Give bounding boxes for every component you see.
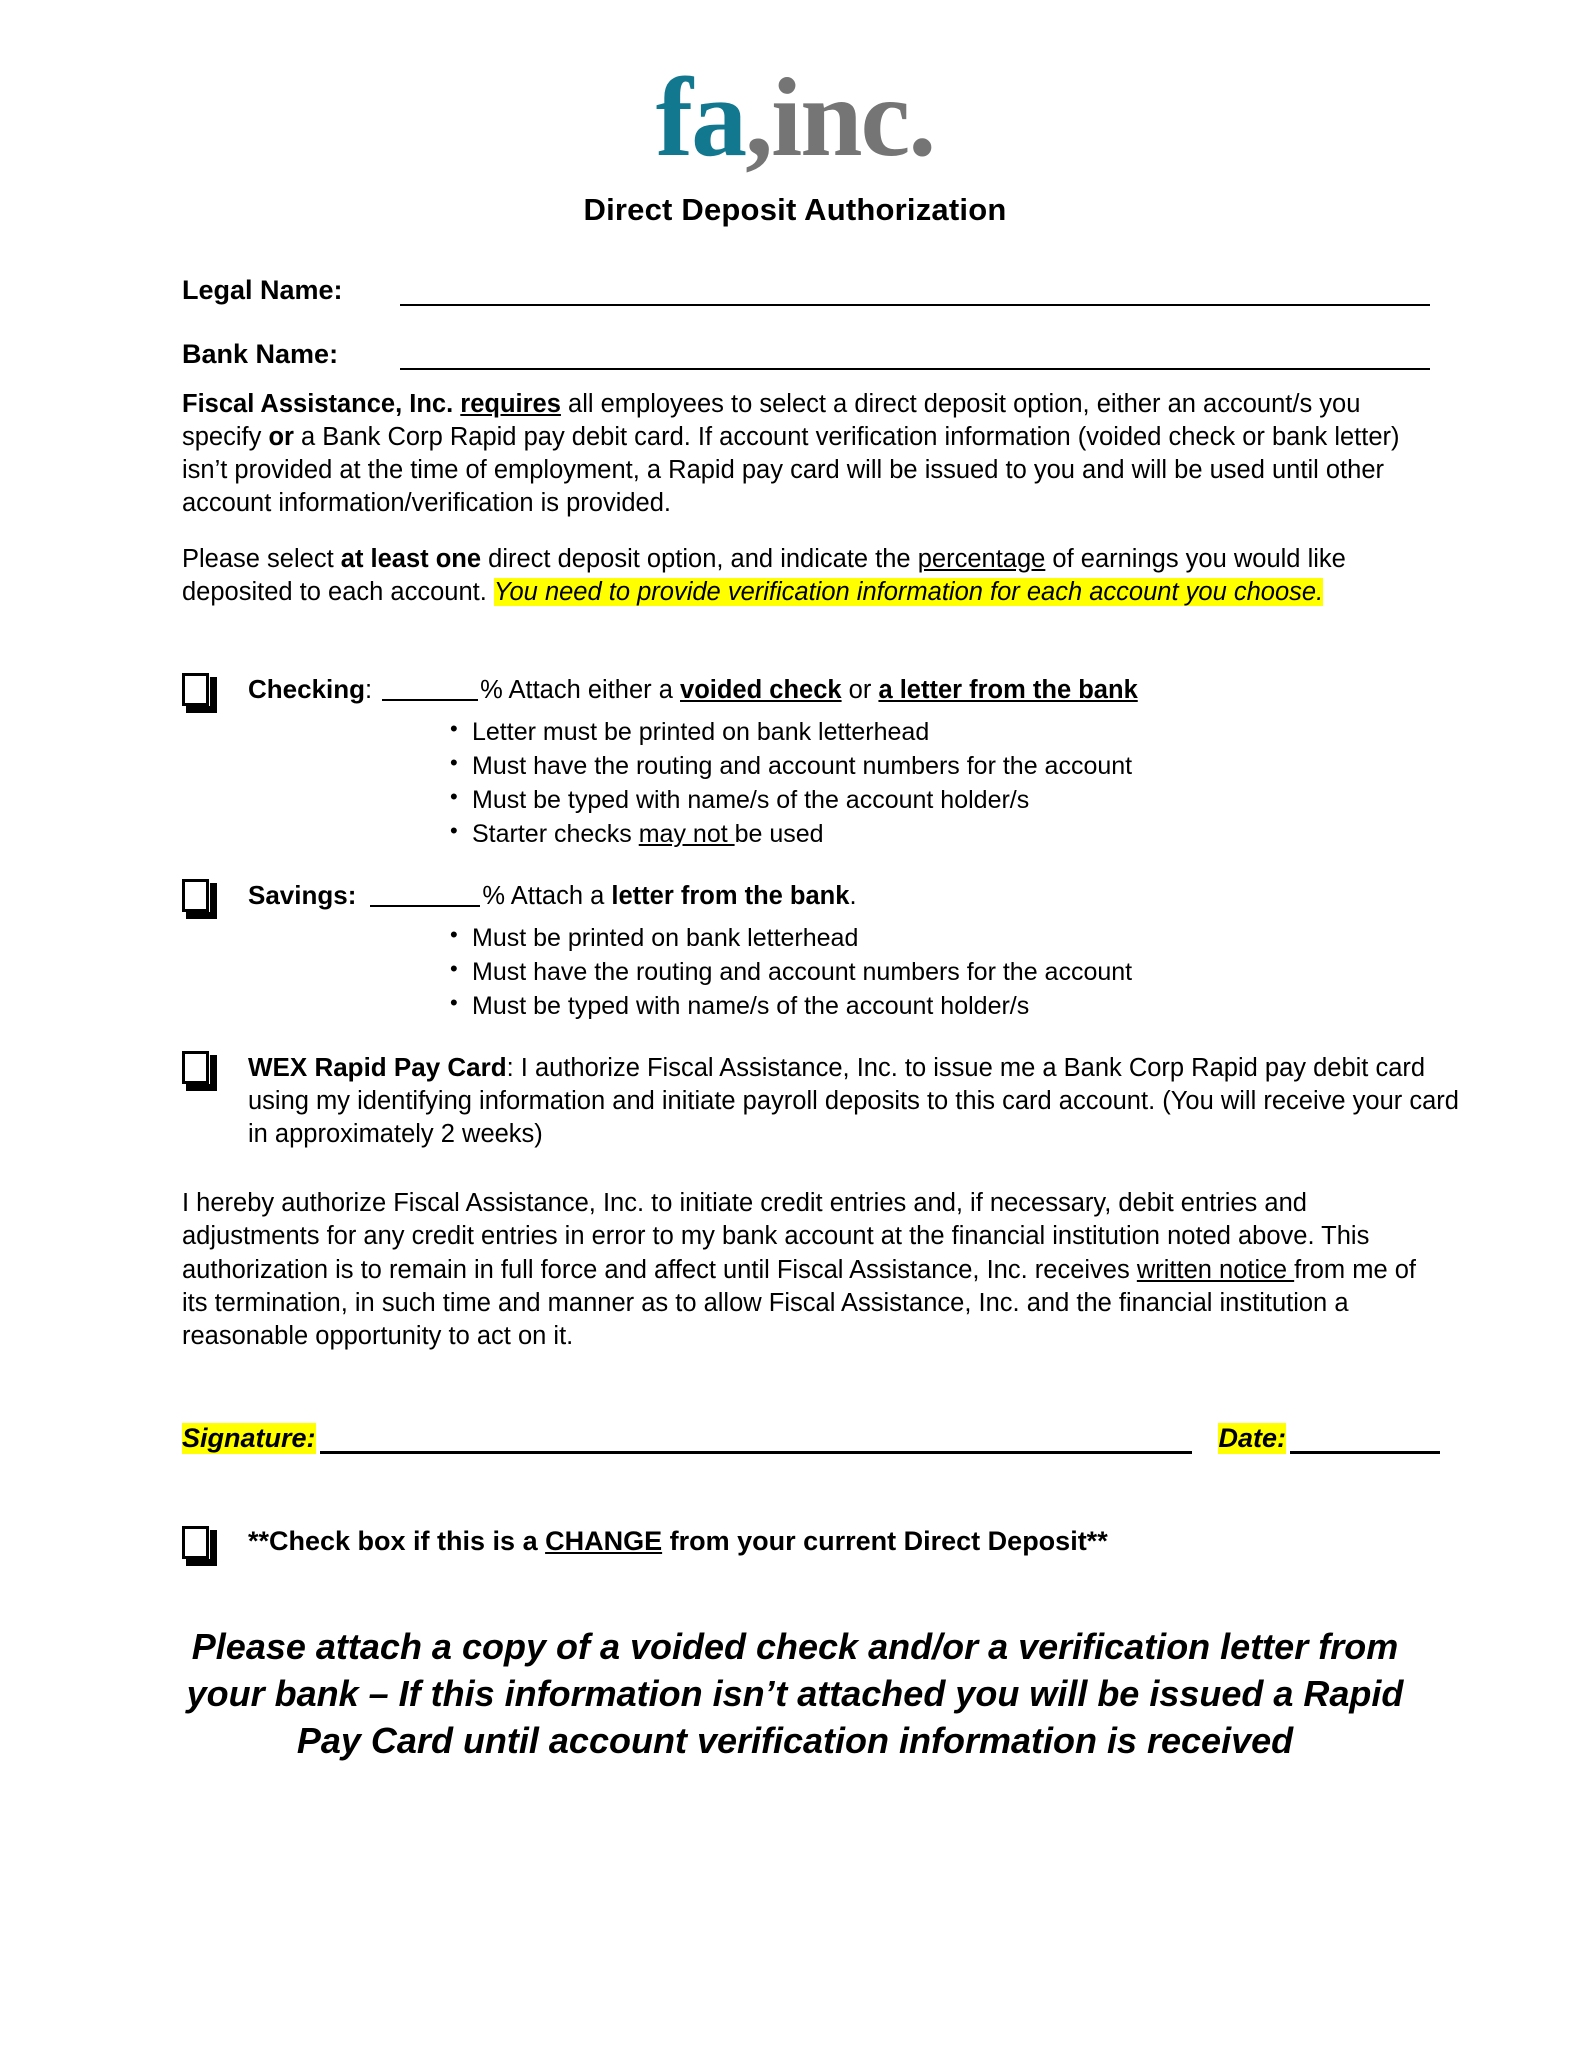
signature-label: Signature: bbox=[182, 1422, 316, 1453]
intro-company-name: Fiscal Assistance, Inc. bbox=[182, 390, 461, 418]
option-wex-body: I authorize Fiscal Assistance, Inc. to issue me a Bank Corp Rapid pay debit card using my identifying information and initiate payroll deposits to this card account. (You will receive your card in approximately 2 weeks) bbox=[248, 1053, 1459, 1149]
intro-or: or bbox=[268, 423, 294, 452]
checkbox-box bbox=[182, 1051, 209, 1084]
list-item: • Must have the routing and account numbers for the account bbox=[450, 957, 1480, 987]
option-checking bbox=[182, 671, 1480, 849]
intro-text-2: a Bank Corp Rapid pay debit card. If account verification information (voided check or bank letter) isn’t provided at the time of employment, a Rapid pay card will be issued to you and will be used until other account information/verification is provided. bbox=[182, 423, 1400, 518]
intro-text-1: all employees to select a direct deposit option, either an account/s you specify bbox=[182, 390, 1361, 452]
authorization-paragraph bbox=[182, 1187, 1440, 1353]
select-text-3: of earnings you would like deposited to each account. bbox=[182, 544, 1346, 606]
logo-fa: fa bbox=[655, 56, 746, 180]
starter-post: be used bbox=[734, 819, 824, 848]
footer-note: Please attach a copy of a voided check and/or a verification letter from your bank – If this information isn’t attached you will be issued a Rapid Pay Card until account verification information is received bbox=[186, 1626, 1404, 1761]
bank-name-row bbox=[182, 324, 1430, 370]
list-item: • Must be typed with name/s of the account holder/s bbox=[450, 785, 1480, 815]
legal-name-input[interactable] bbox=[400, 274, 1430, 306]
option-wex-head bbox=[182, 1049, 1480, 1151]
logo-inc: inc. bbox=[771, 56, 935, 180]
option-checking-title: Checking bbox=[248, 673, 366, 704]
list-item: • Must have the routing and account numbers for the account bbox=[450, 751, 1480, 781]
option-savings bbox=[182, 877, 1480, 1021]
date-label: Date: bbox=[1218, 1422, 1286, 1453]
intro-requires: requires bbox=[460, 390, 561, 418]
checkbox-checking-icon[interactable] bbox=[182, 673, 216, 713]
checkbox-box bbox=[182, 673, 209, 706]
option-wex-text bbox=[248, 1049, 1480, 1151]
checking-percent-input[interactable] bbox=[382, 698, 478, 701]
logo-comma: , bbox=[745, 56, 772, 180]
option-checking-head bbox=[182, 671, 1480, 713]
page-title: Direct Deposit Authorization bbox=[583, 192, 1007, 227]
written-notice-underlined: written notice bbox=[1136, 1255, 1295, 1284]
percentage-underlined: percentage bbox=[917, 544, 1046, 573]
checking-lead-2: or bbox=[841, 675, 879, 704]
checkbox-change-icon[interactable] bbox=[182, 1526, 216, 1566]
signature-row bbox=[0, 1423, 1590, 1454]
verification-highlight: You need to provide verification information for each account you choose. bbox=[493, 577, 1324, 606]
option-savings-head bbox=[182, 877, 1480, 919]
option-checking-colon: : bbox=[365, 675, 373, 704]
checkbox-box bbox=[182, 879, 209, 912]
checking-requirements bbox=[182, 717, 1480, 849]
select-text-1: Please select bbox=[182, 544, 341, 573]
change-post: from your current Direct Deposit** bbox=[662, 1526, 1108, 1557]
checkbox-box bbox=[182, 1526, 209, 1559]
savings-lead-2: . bbox=[849, 881, 857, 910]
savings-requirements bbox=[182, 923, 1480, 1021]
savings-bank-letter-label: letter from the bank bbox=[611, 881, 850, 910]
select-text-2: direct deposit option, and indicate the bbox=[481, 544, 918, 573]
option-wex-title: WEX Rapid Pay Card bbox=[248, 1051, 507, 1082]
list-item: • Letter must be printed on bank letterhead bbox=[450, 717, 1480, 747]
checkbox-savings-icon[interactable] bbox=[182, 879, 216, 919]
change-underlined: CHANGE bbox=[545, 1526, 663, 1557]
change-row bbox=[0, 1524, 1590, 1566]
change-text bbox=[248, 1524, 1108, 1557]
bank-name-label: Bank Name: bbox=[182, 339, 339, 370]
savings-percent-sign: % bbox=[482, 881, 506, 910]
list-item: • Must be printed on bank letterhead bbox=[450, 923, 1480, 953]
may-not-underlined: may not bbox=[638, 819, 735, 848]
intro-section bbox=[0, 388, 1590, 609]
list-item: • Must be typed with name/s of the account holder/s bbox=[450, 991, 1480, 1021]
checkbox-shadow-bottom bbox=[186, 1559, 216, 1566]
checkbox-wex-icon[interactable] bbox=[182, 1051, 216, 1091]
list-item bbox=[450, 819, 1480, 849]
checkbox-shadow-bottom bbox=[186, 1084, 216, 1091]
legal-name-row bbox=[182, 260, 1430, 306]
checkbox-shadow-bottom bbox=[186, 706, 216, 713]
date-input[interactable] bbox=[1290, 1427, 1440, 1454]
auth-text-1: I hereby authorize Fiscal Assistance, Inc. to initiate credit entries and, if necessary, debit entries and adjustments for any credit entries in error to my bank account at the financial institution noted above. This authorization is to remain in full force and affect until Fiscal Assistance, Inc. receives bbox=[182, 1189, 1370, 1284]
checking-percent-sign: % bbox=[480, 675, 503, 704]
savings-lead-1: Attach a bbox=[505, 881, 612, 910]
starter-pre: Starter checks bbox=[472, 819, 639, 848]
logo-text bbox=[655, 56, 935, 180]
option-savings-title: Savings: bbox=[248, 879, 357, 910]
signature-input[interactable] bbox=[320, 1427, 1193, 1454]
bank-letter-label: a letter from the bank bbox=[878, 675, 1138, 704]
identity-fields bbox=[0, 260, 1590, 370]
legal-name-label: Legal Name: bbox=[182, 275, 343, 306]
option-checking-text bbox=[248, 671, 1480, 707]
option-savings-text bbox=[248, 877, 1480, 913]
intro-paragraph-2 bbox=[182, 543, 1440, 609]
authorization-section bbox=[0, 1187, 1590, 1353]
intro-paragraph-1 bbox=[182, 388, 1440, 521]
deposit-options bbox=[0, 671, 1590, 1151]
voided-check-label: voided check bbox=[680, 675, 842, 704]
checking-lead-1: Attach either a bbox=[502, 675, 681, 704]
company-logo bbox=[0, 0, 1590, 180]
option-wex-colon: : bbox=[506, 1053, 514, 1082]
at-least-one: at least one bbox=[340, 544, 482, 573]
checkbox-shadow-bottom bbox=[186, 912, 216, 919]
savings-percent-input[interactable] bbox=[370, 904, 480, 907]
option-wex-rapid-pay-card bbox=[182, 1049, 1480, 1151]
bank-name-input[interactable] bbox=[400, 338, 1430, 370]
auth-text-2: from me of its termination, in such time and manner as to allow Fiscal Assistance, Inc. and the financial institution a reasonable opportunity to act on it. bbox=[182, 1255, 1417, 1350]
change-pre: **Check box if this is a bbox=[248, 1526, 546, 1557]
